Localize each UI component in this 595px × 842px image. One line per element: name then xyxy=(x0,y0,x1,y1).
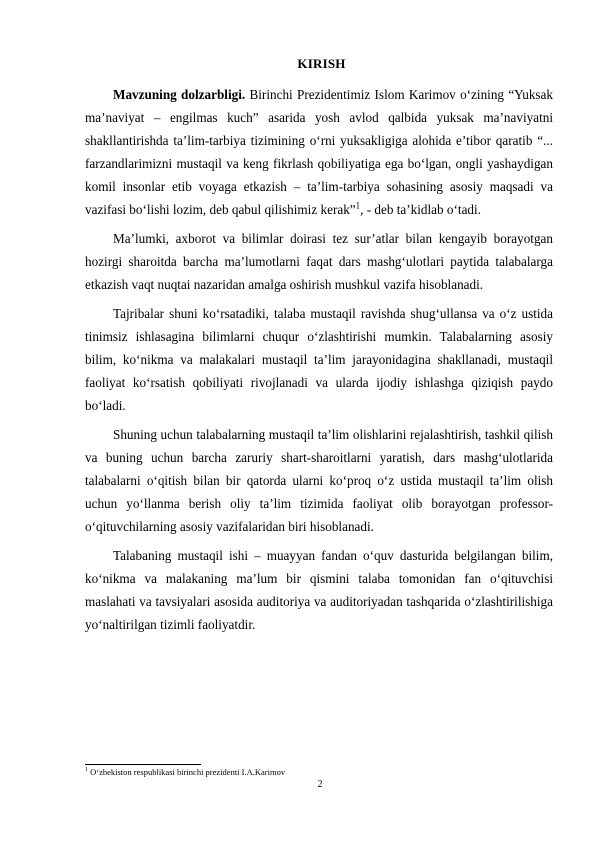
footnote-text: O‘zbekiston respublikasi birinchi prezidenti I.A.Karimov xyxy=(88,767,286,777)
paragraph-1-text: Birinchi Prezidentimiz Islom Karimov o‘zining “Yuksak ma’naviyat – engilmas kuch” asarida yosh avlod qalbida yuksak ma’naviyatni shakllantirishda ta’lim-tarbiya tizimining o‘rni yuksakligiga alohida e’tibor qaratib “... farzandlarimizni mustaqil va keng fikrlash qobiliyatiga ega bo‘lgan, ongli yashaydigan komil insonlar etib voyaga etkazish – ta’lim-tarbiya sohasining asosiy maqsadi va vazifasi bo‘lishi lozim, deb qabul qilishimiz kerak” xyxy=(85,87,553,217)
footnote xyxy=(85,767,285,778)
page-title: KIRISH xyxy=(297,56,346,71)
body-text xyxy=(85,83,553,642)
paragraph-1-lead: Mavzuning dolzarbligi. xyxy=(113,87,246,102)
footnote-divider xyxy=(85,764,201,765)
paragraph-5: Talabaning mustaqil ishi – muayyan fandan o‘quv dasturida belgilangan bilim, ko‘nikma va malakaning ma’lum bir qismini talaba tomonidan fan o‘qituvchisi maslahati va tavsiyalari asosida auditoriya va auditoriyadan tashqarida o‘zlashtirilishiga yo‘naltirilgan tizimli faoliyatdir. xyxy=(85,548,553,632)
paragraph-4: Shuning uchun talabalarning mustaqil ta’lim olishlarini rejalashtirish, tashkil qilish va buning uchun barcha zaruriy shart-sharoitlarni yaratish, dars mashg‘ulotlarida talabalarni o‘qitish bilan bir qatorda ularni ko‘proq o‘z ustida mustaqil ta’lim olish uchun yo‘llanma berish oliy ta’lim tizimida faoliyat olib borayotgan professor-o‘qituvchilarning asosiy vazifalaridan biri hisoblanadi. xyxy=(85,427,553,534)
footnote-ref[interactable]: 1 xyxy=(355,200,361,211)
page-number: 2 xyxy=(317,779,323,790)
paragraph-2: Ma’lumki, axborot va bilimlar doirasi tez sur’atlar bilan kengayib borayotgan hozirgi sharoitda barcha ma’lumotlarni faqat dars mashg‘ulotlari paytida talabalarga etkazish vaqt nuqtai nazaridan amalga oshirish mushkul vazifa hisoblanadi. xyxy=(85,231,553,292)
paragraph-1 xyxy=(85,83,553,221)
paragraph-3: Tajribalar shuni ko‘rsatadiki, talaba mustaqil ravishda shug‘ullansa va o‘z ustida tinimsiz ishlasagina bilimlarni chuqur o‘zlashtirishi mumkin. Talabalarning asosiy bilim, ko‘nikma va malakalari mustaqil ta’lim jarayonidagina shakllanadi, mustaqil faoliyat ko‘rsatish qobiliyati rivojlanadi va ularda ijodiy ishlashga qiziqish paydo bo‘ladi. xyxy=(85,306,553,413)
paragraph-1-tail: , - deb ta’kidlab o‘tadi. xyxy=(360,202,481,217)
footnote-number: 1 xyxy=(85,767,88,774)
